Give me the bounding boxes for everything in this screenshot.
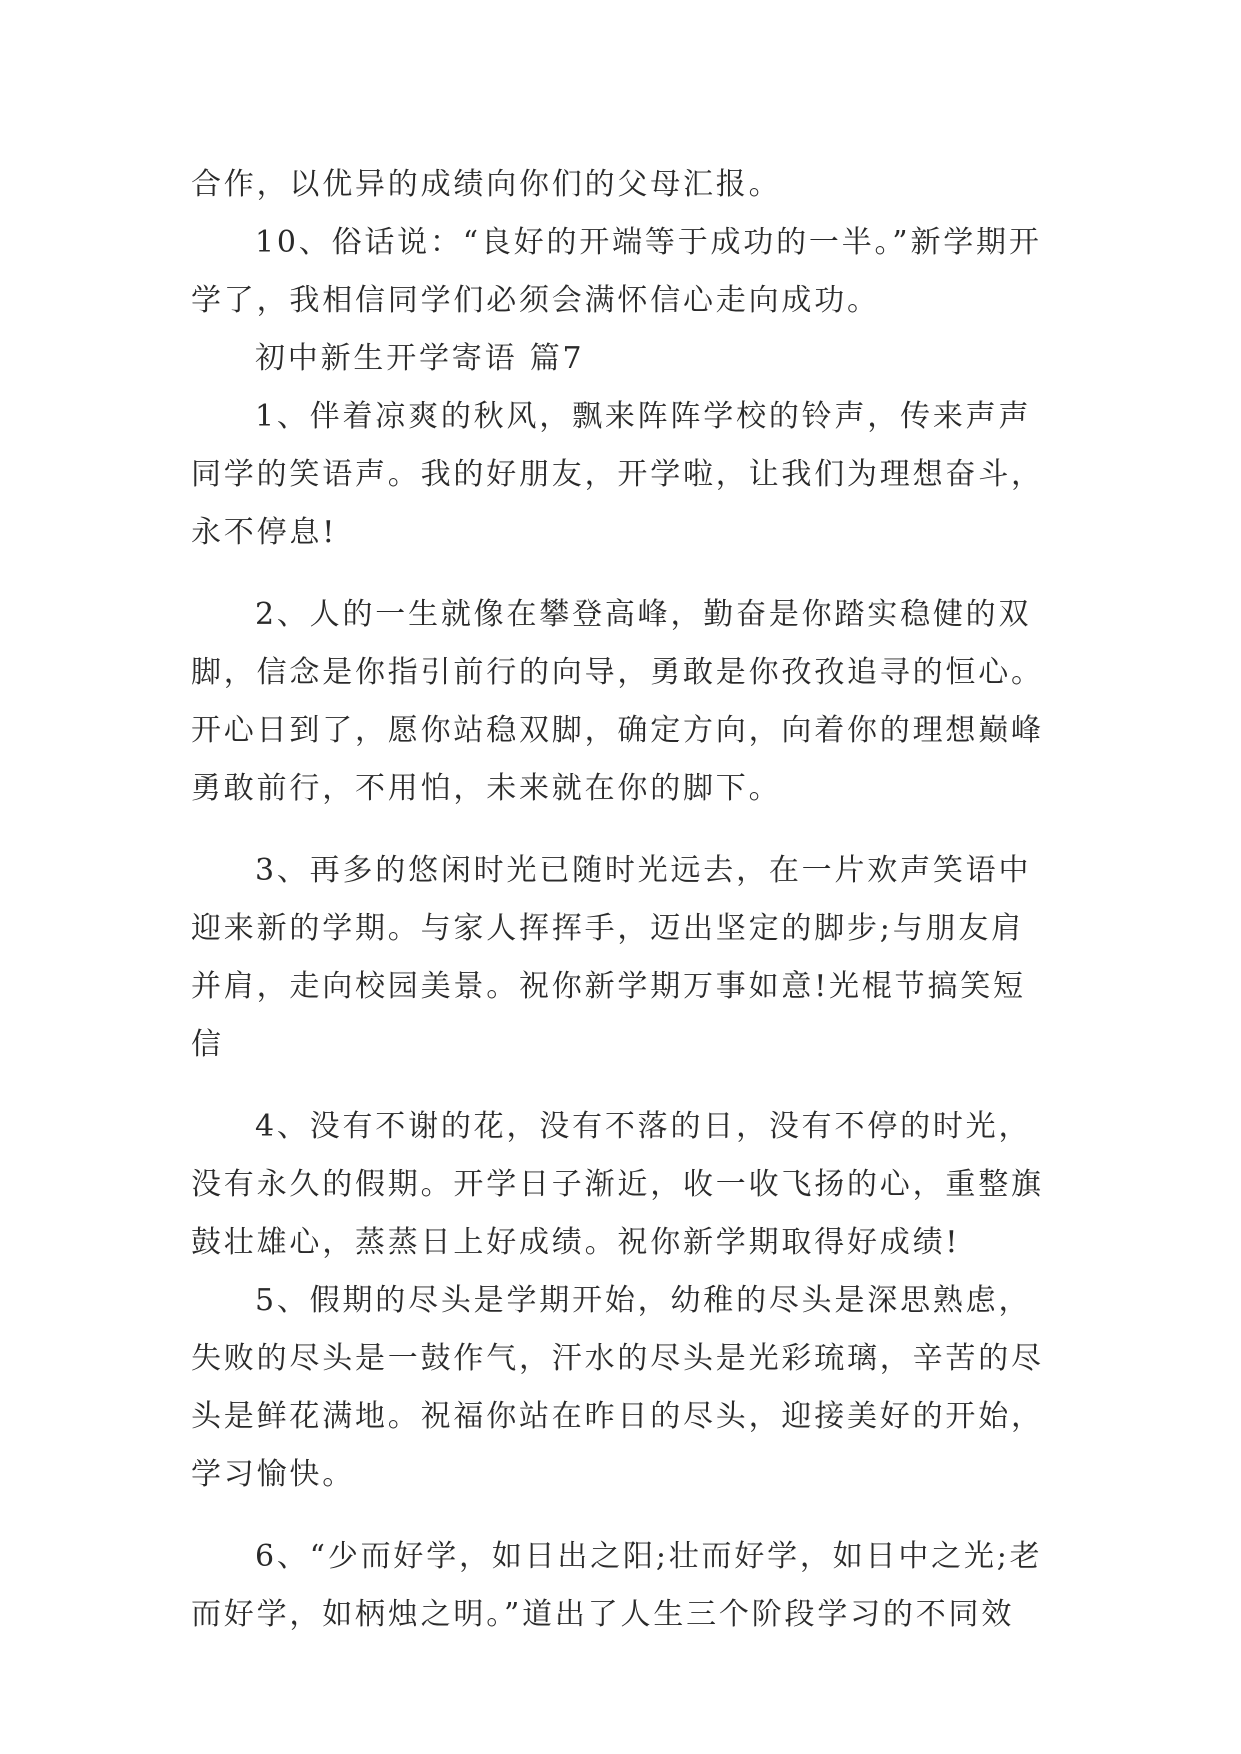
text-line: 头是鲜花满地。祝福你站在昨日的尽头，迎接美好的开始， — [191, 1399, 1044, 1434]
text-line: 4、没有不谢的花，没有不落的日，没有不停的时光， — [255, 1109, 1032, 1144]
text-line: 合作，以优异的成绩向你们的父母汇报。 — [191, 167, 782, 202]
text-line: 勇敢前行，不用怕，未来就在你的脚下。 — [191, 771, 782, 806]
text-line: 并肩，走向校园美景。祝你新学期万事如意!光棍节搞笑短 — [191, 969, 1026, 1004]
text-line: 1、伴着凉爽的秋风，飘来阵阵学校的铃声，传来声声 — [255, 399, 1032, 434]
text-line: 脚，信念是你指引前行的向导，勇敢是你孜孜追寻的恒心。 — [191, 655, 1044, 690]
text-line: 3、再多的悠闲时光已随时光远去，在一片欢声笑语中 — [255, 853, 1032, 888]
document-body — [191, 156, 1049, 1644]
text-line: 没有永久的假期。开学日子渐近，收一收飞扬的心，重整旗 — [191, 1167, 1044, 1202]
section-heading: 初中新生开学寄语 篇7 — [255, 341, 585, 376]
text-line: 而好学，如柄烛之明。”道出了人生三个阶段学习的不同效 — [191, 1597, 1015, 1632]
text-line: 10、俗话说：“良好的开端等于成功的一半。”新学期开 — [255, 225, 1042, 260]
text-line: 5、假期的尽头是学期开始，幼稚的尽头是深思熟虑， — [255, 1283, 1032, 1318]
text-line: 6、“少而好学，如日出之阳;壮而好学，如日中之光;老 — [255, 1539, 1043, 1574]
text-line: 开心日到了，愿你站稳双脚，确定方向，向着你的理想巅峰 — [191, 713, 1044, 748]
text-line: 学了，我相信同学们必须会满怀信心走向成功。 — [191, 283, 880, 318]
text-line: 同学的笑语声。我的好朋友，开学啦，让我们为理想奋斗， — [191, 457, 1044, 492]
text-line: 迎来新的学期。与家人挥挥手，迈出坚定的脚步;与朋友肩 — [191, 911, 1024, 946]
text-line: 信 — [191, 1027, 224, 1062]
text-line: 学习愉快。 — [191, 1457, 355, 1492]
text-line: 2、人的一生就像在攀登高峰，勤奋是你踏实稳健的双 — [255, 597, 1032, 632]
text-line: 鼓壮雄心，蒸蒸日上好成绩。祝你新学期取得好成绩! — [191, 1225, 961, 1260]
text-line: 失败的尽头是一鼓作气，汗水的尽头是光彩琉璃，辛苦的尽 — [191, 1341, 1044, 1376]
text-line: 永不停息! — [191, 515, 338, 550]
